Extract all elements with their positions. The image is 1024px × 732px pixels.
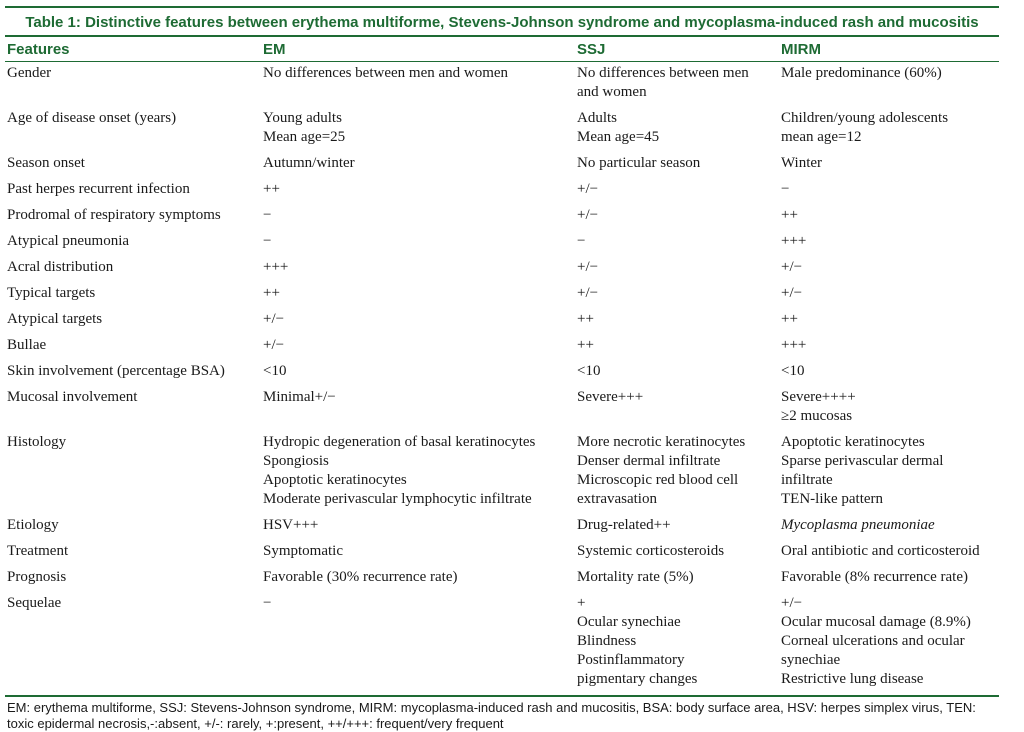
cell-line: Systemic corticosteroids <box>577 543 725 559</box>
mirm-cell <box>779 230 999 256</box>
feature-cell <box>5 566 261 592</box>
cell-line: Severe+++ <box>577 389 644 405</box>
ssj-cell <box>575 566 779 592</box>
ssj-cell <box>575 386 779 431</box>
cell-line: ++ <box>263 181 280 197</box>
cell-line: +++ <box>781 337 807 353</box>
cell-line: − <box>781 181 790 197</box>
mirm-cell <box>779 256 999 282</box>
cell-line: No differences between men and women <box>263 65 509 81</box>
em-cell <box>261 230 575 256</box>
feature-label: Gender <box>7 65 52 81</box>
header-ssj: SSJ <box>575 37 779 62</box>
cell-line: − <box>263 233 272 249</box>
mirm-cell <box>779 282 999 308</box>
ssj-cell <box>575 360 779 386</box>
cell-line: Children/young adolescents <box>781 110 949 126</box>
ssj-cell <box>575 107 779 152</box>
cell-line: +/− <box>781 259 803 275</box>
cell-line: Young adults <box>263 110 342 126</box>
em-cell <box>261 360 575 386</box>
ssj-cell <box>575 282 779 308</box>
mirm-cell <box>779 334 999 360</box>
feature-label: Prodromal of respiratory symptoms <box>7 207 221 223</box>
feature-cell <box>5 308 261 334</box>
feature-cell <box>5 592 261 694</box>
feature-label: Past herpes recurrent infection <box>7 181 190 197</box>
cell-line: infiltrate <box>781 472 833 488</box>
em-cell <box>261 334 575 360</box>
table-row <box>5 386 999 431</box>
ssj-cell <box>575 256 779 282</box>
cell-line: +/− <box>577 259 599 275</box>
cell-line: Spongiosis <box>263 453 329 469</box>
cell-line: Drug-related++ <box>577 517 671 533</box>
em-cell <box>261 152 575 178</box>
table-container <box>5 6 999 732</box>
cell-line: <10 <box>577 363 601 379</box>
cell-line: Minimal+/− <box>263 389 336 405</box>
cell-line: +/− <box>577 181 599 197</box>
feature-label: Season onset <box>7 155 85 171</box>
feature-cell <box>5 178 261 204</box>
mirm-cell <box>779 152 999 178</box>
cell-line: ++ <box>577 311 594 327</box>
features-table <box>5 37 999 694</box>
table-row <box>5 204 999 230</box>
cell-line: ≥2 mucosas <box>781 408 853 424</box>
table-row <box>5 592 999 694</box>
cell-line: Ocular synechiae <box>577 614 681 630</box>
feature-cell <box>5 152 261 178</box>
feature-cell <box>5 204 261 230</box>
header-row <box>5 37 999 62</box>
cell-line: No particular season <box>577 155 701 171</box>
mirm-cell <box>779 204 999 230</box>
em-cell <box>261 178 575 204</box>
ssj-cell <box>575 592 779 694</box>
mirm-cell <box>779 540 999 566</box>
mirm-cell <box>779 386 999 431</box>
cell-line: +/− <box>577 207 599 223</box>
cell-line: Denser dermal infiltrate <box>577 453 721 469</box>
cell-line: Mycoplasma pneumoniae <box>781 517 935 533</box>
cell-line: and women <box>577 84 647 100</box>
cell-line: ++ <box>263 285 280 301</box>
cell-line: Moderate perivascular lymphocytic infiltrate <box>263 491 532 507</box>
em-cell <box>261 540 575 566</box>
cell-line: +++ <box>263 259 289 275</box>
table-row <box>5 308 999 334</box>
header-features: Features <box>5 37 261 62</box>
feature-cell <box>5 540 261 566</box>
cell-line: Mean age=45 <box>577 129 660 145</box>
mirm-cell <box>779 178 999 204</box>
table-caption: Table 1: Distinctive features between erythema multiforme, Stevens-Johnson syndrome and mycoplasma-induced rash and mucositis <box>25 14 979 31</box>
cell-line: +/− <box>577 285 599 301</box>
ssj-cell <box>575 334 779 360</box>
table-row <box>5 178 999 204</box>
em-cell <box>261 431 575 514</box>
table-row <box>5 360 999 386</box>
table-row <box>5 431 999 514</box>
feature-cell <box>5 514 261 540</box>
cell-line: synechiae <box>781 652 841 668</box>
feature-label: Mucosal involvement <box>7 389 138 405</box>
feature-label: Acral distribution <box>7 259 114 275</box>
feature-label: Bullae <box>7 337 47 353</box>
cell-line: Severe++++ <box>781 389 856 405</box>
feature-cell <box>5 386 261 431</box>
cell-line: Hydropic degeneration of basal keratinocytes <box>263 434 536 450</box>
cell-line: + <box>577 595 586 611</box>
cell-line: +/− <box>263 311 285 327</box>
cell-line: mean age=12 <box>781 129 862 145</box>
feature-label: Treatment <box>7 543 69 559</box>
feature-label: Etiology <box>7 517 59 533</box>
ssj-cell <box>575 514 779 540</box>
em-cell <box>261 107 575 152</box>
cell-line: Postinflammatory <box>577 652 685 668</box>
table-row <box>5 256 999 282</box>
feature-cell <box>5 282 261 308</box>
mirm-cell <box>779 107 999 152</box>
mirm-cell <box>779 431 999 514</box>
feature-label: Age of disease onset (years) <box>7 110 177 126</box>
mirm-cell <box>779 592 999 694</box>
feature-cell <box>5 230 261 256</box>
cell-line: Mean age=25 <box>263 129 346 145</box>
cell-line: Adults <box>577 110 618 126</box>
feature-cell <box>5 256 261 282</box>
cell-line: <10 <box>781 363 805 379</box>
feature-cell <box>5 334 261 360</box>
cell-line: extravasation <box>577 491 657 507</box>
cell-line: − <box>263 595 272 611</box>
em-cell <box>261 514 575 540</box>
cell-line: Microscopic red blood cell <box>577 472 739 488</box>
feature-label: Atypical targets <box>7 311 103 327</box>
cell-line: No differences between men <box>577 65 749 81</box>
table-footnote: EM: erythema multiforme, SSJ: Stevens-Johnson syndrome, MIRM: mycoplasma-induced rash and mucositis, BSA: body surface area, HSV: herpes simplex virus, TEN: toxic epidermal necrosis,-:absent, +/-: rarely, +:present, ++/+++: frequent/very frequent <box>7 700 976 731</box>
cell-line: <10 <box>263 363 287 379</box>
feature-label: Histology <box>7 434 67 450</box>
cell-line: +/− <box>781 285 803 301</box>
cell-line: Mortality rate (5%) <box>577 569 694 585</box>
header-mirm: MIRM <box>779 37 999 62</box>
cell-line: Symptomatic <box>263 543 343 559</box>
cell-line: ++ <box>577 337 594 353</box>
feature-label: Prognosis <box>7 569 67 585</box>
ssj-cell <box>575 152 779 178</box>
em-cell <box>261 592 575 694</box>
cell-line: Restrictive lung disease <box>781 671 924 687</box>
ssj-cell <box>575 178 779 204</box>
cell-line: ++ <box>781 207 798 223</box>
cell-line: Sparse perivascular dermal <box>781 453 944 469</box>
cell-line: +/− <box>781 595 803 611</box>
em-cell <box>261 62 575 108</box>
ssj-cell <box>575 540 779 566</box>
ssj-cell <box>575 204 779 230</box>
cell-line: More necrotic keratinocytes <box>577 434 746 450</box>
cell-line: Oral antibiotic and corticosteroid <box>781 543 980 559</box>
em-cell <box>261 204 575 230</box>
feature-cell <box>5 431 261 514</box>
cell-line: Favorable (8% recurrence rate) <box>781 569 968 585</box>
cell-line: pigmentary changes <box>577 671 698 687</box>
em-cell <box>261 282 575 308</box>
table-row <box>5 62 999 108</box>
cell-line: Apoptotic keratinocytes <box>263 472 407 488</box>
cell-line: Corneal ulcerations and ocular <box>781 633 965 649</box>
cell-line: +++ <box>781 233 807 249</box>
ssj-cell <box>575 62 779 108</box>
feature-cell <box>5 62 261 108</box>
cell-line: Male predominance (60%) <box>781 65 942 81</box>
feature-label: Sequelae <box>7 595 62 611</box>
cell-line: Favorable (30% recurrence rate) <box>263 569 458 585</box>
em-cell <box>261 566 575 592</box>
table-row <box>5 152 999 178</box>
feature-label: Typical targets <box>7 285 96 301</box>
cell-line: TEN-like pattern <box>781 491 884 507</box>
cell-line: Winter <box>781 155 823 171</box>
table-row <box>5 514 999 540</box>
cell-line: HSV+++ <box>263 517 319 533</box>
table-body <box>5 62 999 695</box>
cell-line: Autumn/winter <box>263 155 355 171</box>
ssj-cell <box>575 431 779 514</box>
feature-label: Skin involvement (percentage BSA) <box>7 363 225 379</box>
em-cell <box>261 386 575 431</box>
header-em: EM <box>261 37 575 62</box>
em-cell <box>261 308 575 334</box>
feature-cell <box>5 107 261 152</box>
table-row <box>5 566 999 592</box>
mirm-cell <box>779 308 999 334</box>
table-row <box>5 540 999 566</box>
mirm-cell <box>779 566 999 592</box>
cell-line: − <box>263 207 272 223</box>
em-cell <box>261 256 575 282</box>
ssj-cell <box>575 230 779 256</box>
table-row <box>5 282 999 308</box>
cell-line: +/− <box>263 337 285 353</box>
ssj-cell <box>575 308 779 334</box>
feature-label: Atypical pneumonia <box>7 233 130 249</box>
cell-line: Blindness <box>577 633 637 649</box>
cell-line: ++ <box>781 311 798 327</box>
table-row <box>5 230 999 256</box>
cell-line: − <box>577 233 586 249</box>
cell-line: Ocular mucosal damage (8.9%) <box>781 614 971 630</box>
table-row <box>5 107 999 152</box>
cell-line: Apoptotic keratinocytes <box>781 434 925 450</box>
mirm-cell <box>779 514 999 540</box>
table-row <box>5 334 999 360</box>
feature-cell <box>5 360 261 386</box>
mirm-cell <box>779 360 999 386</box>
mirm-cell <box>779 62 999 108</box>
